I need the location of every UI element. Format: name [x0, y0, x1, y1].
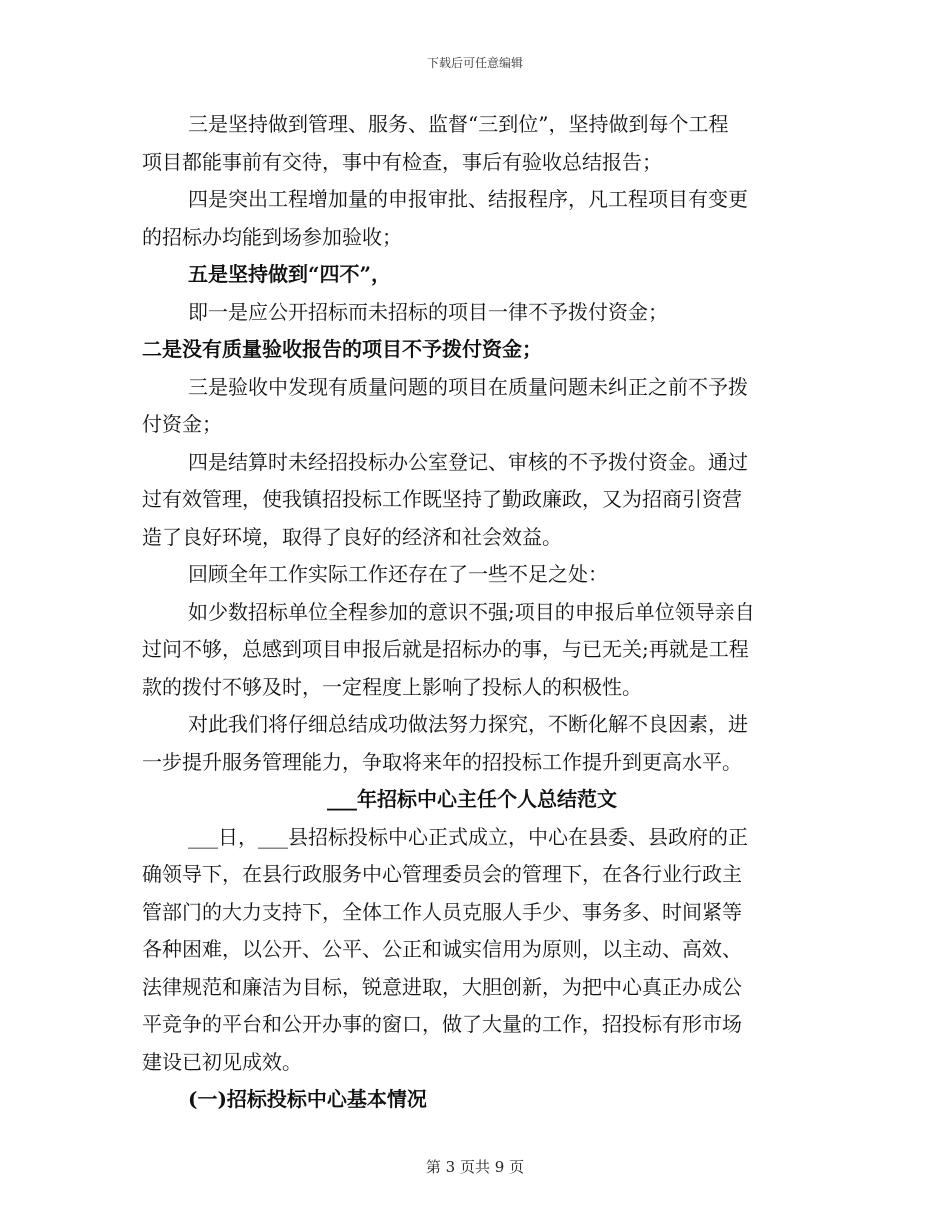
paragraph-line: 过有效管理，使我镇招投标工作既坚持了勤政廉政，又为招商引资营 [142, 487, 742, 511]
paragraph-line: ___日，___县招标投标中心正式成立，中心在县委、县政府的正 [188, 824, 748, 849]
paragraph-line: 四是结算时未经招投标办公室登记、审核的不予拨付资金。通过 [188, 449, 748, 474]
paragraph-line: 三是验收中发现有质量问题的项目在质量问题未纠正之前不予拨 [188, 374, 748, 399]
paragraph-line: 付资金； [142, 412, 222, 436]
paragraph-line: 即一是应公开招标而未招标的项目一律不予拨付资金； [188, 299, 668, 324]
paragraph-line: 如少数招标单位全程参加的意识不强;项目的申报后单位领导亲自 [188, 599, 755, 624]
bold-heading-line: 二是没有质量验收报告的项目不予拨付资金； [142, 337, 542, 361]
subsection-heading: (一)招标投标中心基本情况 [188, 1087, 427, 1111]
paragraph-line: 款的拨付不够及时，一定程度上影响了投标人的积极性。 [142, 674, 642, 699]
paragraph-line: 一步提升服务管理能力，争取将来年的招投标工作提升到更高水平。 [142, 749, 742, 774]
page-number: 第 3 页共 9 页 [425, 1158, 525, 1176]
paragraph-line: 四是突出工程增加量的申报审批、结报程序，凡工程项目有变更 [188, 187, 748, 211]
paragraph-line: 回顾全年工作实际工作还存在了一些不足之处： [188, 562, 608, 586]
paragraph-line: 平竞争的平台和公开办事的窗口，做了大量的工作，招投标有形市场 [142, 1012, 742, 1036]
paragraph-line: 对此我们将仔细总结成功做法努力探究，不断化解不良因素，进 [188, 712, 748, 736]
bold-heading-line: 五是坚持做到“四不”， [188, 262, 392, 286]
paragraph-line: 建设已初见成效。 [142, 1049, 302, 1074]
paragraph-line: 三是坚持做到管理、服务、监督“三到位”，坚持做到每个工程 [188, 112, 729, 136]
paragraph-line: 造了良好环境，取得了良好的经济和社会效益。 [142, 524, 562, 549]
document-body [142, 106, 802, 1119]
paragraph-line: 项目都能事前有交待，事中有检查，事后有验收总结报告； [142, 149, 662, 174]
paragraph-line: 确领导下，在县行政服务中心管理委员会的管理下，在各行业行政主 [142, 862, 742, 886]
paragraph-line: 法律规范和廉洁为目标，锐意进取，大胆创新，为把中心真正办成公 [142, 974, 742, 999]
paragraph-line: 的招标办均能到场参加验收； [142, 224, 402, 249]
section-title: ___年招标中心主任个人总结范文 [327, 787, 617, 811]
paragraph-line: 过问不够，总感到项目申报后就是招标办的事，与已无关;再就是工程 [142, 637, 749, 661]
page-header: 下载后可任意编辑 [426, 56, 523, 70]
paragraph-line: 管部门的大力支持下，全体工作人员克服人手少、事务多、时间紧等 [142, 899, 742, 924]
paragraph-line: 各种困难，以公开、公平、公正和诚实信用为原则，以主动、高效、 [142, 937, 742, 961]
